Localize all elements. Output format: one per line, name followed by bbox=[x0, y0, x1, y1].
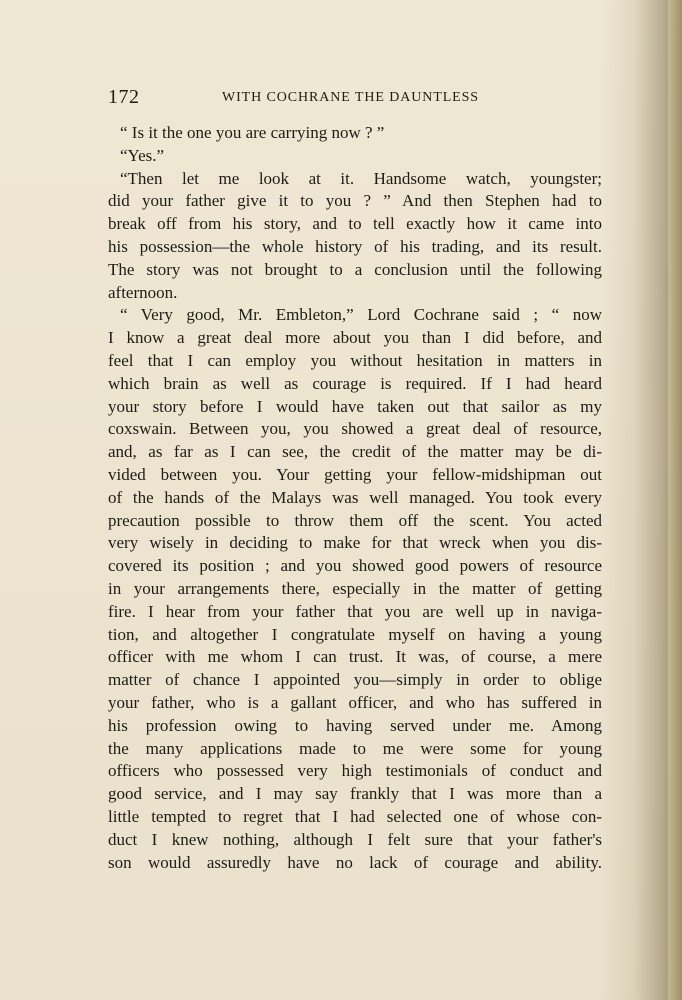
text-line: little tempted to regret that I had selected one of whose con- bbox=[108, 806, 602, 826]
text-line: tion, and altogether I congratulate myself on having a young bbox=[108, 624, 602, 644]
text-line: your story before I would have taken out that sailor as my bbox=[108, 396, 602, 416]
text-line: officers who possessed very high testimonials of conduct and bbox=[108, 761, 602, 781]
text-line: officer with me whom I can trust. It was, of course, a mere bbox=[108, 647, 602, 667]
text-line: matter of chance I appointed you—simply in order to oblige bbox=[108, 670, 602, 690]
text-line: the many applications made to me were some for young bbox=[108, 738, 602, 758]
text-line: covered its position ; and you showed good powers of resource bbox=[108, 556, 602, 576]
text-line: and, as far as I can see, the credit of the matter may be di- bbox=[108, 442, 602, 462]
text-line: “Then let me look at it. Handsome watch, youngster; bbox=[120, 168, 602, 188]
text-line: precaution possible to throw them off the scent. You acted bbox=[108, 510, 602, 530]
text-line: duct I knew nothing, although I felt sure that your father's bbox=[108, 829, 602, 849]
body-text bbox=[108, 122, 602, 874]
text-line: coxswain. Between you, you showed a great deal of resource, bbox=[108, 419, 602, 439]
text-line: “ Very good, Mr. Embleton,” Lord Cochrane said ; “ now bbox=[120, 305, 602, 325]
text-line: feel that I can employ you without hesitation in matters in bbox=[108, 350, 602, 370]
text-line: break off from his story, and to tell exactly how it came into bbox=[108, 214, 602, 234]
page-edge-shadow bbox=[668, 0, 682, 1000]
text-line: good service, and I may say frankly that I was more than a bbox=[108, 784, 602, 804]
text-line: his possession—the whole history of his trading, and its result. bbox=[108, 236, 602, 256]
text-line: I know a great deal more about you than I did before, and bbox=[108, 328, 602, 348]
text-line: fire. I hear from your father that you are well up in naviga- bbox=[108, 601, 602, 621]
text-line: afternoon. bbox=[108, 282, 178, 302]
text-line: son would assuredly have no lack of courage and ability. bbox=[108, 852, 602, 872]
text-line: The story was not brought to a conclusion until the following bbox=[108, 259, 602, 279]
text-line: his profession owing to having served under me. Among bbox=[108, 715, 602, 735]
text-line: “Yes.” bbox=[120, 145, 165, 165]
text-line: very wisely in deciding to make for that wreck when you dis- bbox=[108, 533, 602, 553]
text-line: your father, who is a gallant officer, and who has suffered in bbox=[108, 692, 602, 712]
text-line: which brain as well as courage is required. If I had heard bbox=[108, 373, 602, 393]
text-line: “ Is it the one you are carrying now ? ” bbox=[120, 123, 385, 142]
page-header bbox=[108, 86, 602, 108]
page-number: 172 bbox=[108, 86, 140, 108]
text-line: did your father give it to you ? ” And then Stephen had to bbox=[108, 191, 602, 211]
text-line: of the hands of the Malays was well managed. You took every bbox=[108, 487, 602, 507]
text-line: vided between you. Your getting your fellow-midshipman out bbox=[108, 464, 602, 484]
running-head: WITH COCHRANE THE DAUNTLESS bbox=[222, 90, 479, 105]
text-line: in your arrangements there, especially in the matter of getting bbox=[108, 578, 602, 598]
